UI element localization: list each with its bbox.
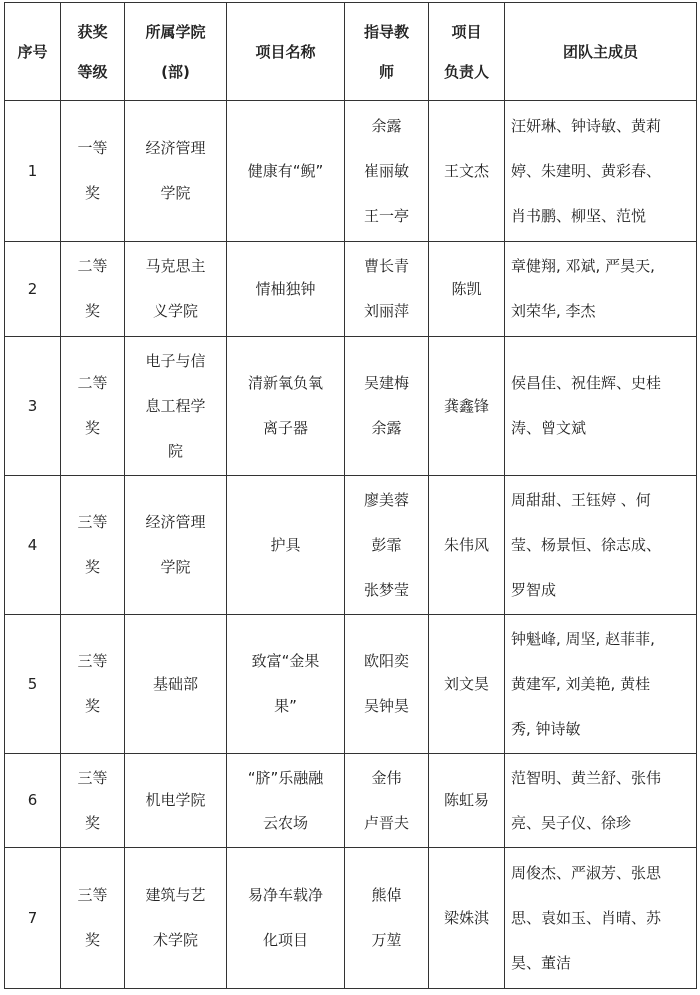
row-members: 周俊杰、严淑芳、张思 思、袁如玉、肖晴、苏 昊、董洁	[505, 848, 697, 989]
row-members: 范智明、黄兰舒、张伟 亮、吴子仪、徐珍	[505, 754, 697, 848]
table-row	[5, 615, 697, 754]
header-award: 获奖 等级	[61, 3, 125, 101]
row-award: 三等 奖	[61, 476, 125, 615]
row-award: 三等 奖	[61, 848, 125, 989]
table-row	[5, 337, 697, 476]
row-leader: 王文杰	[429, 101, 505, 242]
row-members: 汪妍琳、钟诗敏、黄莉 婷、朱建明、黄彩春、 肖书鹏、柳坚、范悦	[505, 101, 697, 242]
row-teachers: 曹长青 刘丽萍	[345, 242, 429, 337]
row-college: 基础部	[125, 615, 227, 754]
row-college: 建筑与艺 术学院	[125, 848, 227, 989]
row-project: “脐”乐融融 云农场	[227, 754, 345, 848]
row-teachers: 廖美蓉 彭霏 张梦莹	[345, 476, 429, 615]
row-teachers: 余露 崔丽敏 王一亭	[345, 101, 429, 242]
header-project: 项目名称	[227, 3, 345, 101]
row-award: 二等 奖	[61, 242, 125, 337]
row-index: 4	[5, 476, 61, 615]
row-project: 情柚独钟	[227, 242, 345, 337]
row-college: 经济管理 学院	[125, 101, 227, 242]
row-index: 7	[5, 848, 61, 989]
row-leader: 陈凯	[429, 242, 505, 337]
row-index: 2	[5, 242, 61, 337]
header-row	[5, 3, 697, 101]
row-college: 电子与信 息工程学 院	[125, 337, 227, 476]
row-leader: 刘文昊	[429, 615, 505, 754]
header-teacher: 指导教 师	[345, 3, 429, 101]
row-project: 护具	[227, 476, 345, 615]
row-college: 马克思主 义学院	[125, 242, 227, 337]
row-leader: 梁姝淇	[429, 848, 505, 989]
award-table	[4, 2, 697, 989]
row-award: 三等 奖	[61, 754, 125, 848]
table-row	[5, 754, 697, 848]
row-leader: 朱伟风	[429, 476, 505, 615]
row-college: 经济管理 学院	[125, 476, 227, 615]
row-project: 清新氧负氧 离子器	[227, 337, 345, 476]
row-index: 1	[5, 101, 61, 242]
table-row	[5, 476, 697, 615]
row-teachers: 吴建梅 余露	[345, 337, 429, 476]
row-project: 易净车载净 化项目	[227, 848, 345, 989]
header-leader: 项目 负责人	[429, 3, 505, 101]
row-members: 章健翔, 邓斌, 严昊天, 刘荣华, 李杰	[505, 242, 697, 337]
row-members: 侯昌佳、祝佳辉、史桂 涛、曾文斌	[505, 337, 697, 476]
row-teachers: 熊倬 万堃	[345, 848, 429, 989]
row-teachers: 金伟 卢晋夫	[345, 754, 429, 848]
header-index: 序号	[5, 3, 61, 101]
row-teachers: 欧阳奕 吴钟昊	[345, 615, 429, 754]
row-college: 机电学院	[125, 754, 227, 848]
row-members: 周甜甜、王钰婷 、何 莹、杨景恒、徐志成、 罗智成	[505, 476, 697, 615]
row-leader: 陈虹易	[429, 754, 505, 848]
table-row	[5, 848, 697, 989]
row-award: 二等 奖	[61, 337, 125, 476]
row-index: 6	[5, 754, 61, 848]
table-row	[5, 242, 697, 337]
row-leader: 龚鑫锋	[429, 337, 505, 476]
row-award: 三等 奖	[61, 615, 125, 754]
row-index: 3	[5, 337, 61, 476]
row-index: 5	[5, 615, 61, 754]
header-college: 所属学院 (部)	[125, 3, 227, 101]
row-members: 钟魁峰, 周坚, 赵菲菲, 黄建军, 刘美艳, 黄桂 秀, 钟诗敏	[505, 615, 697, 754]
row-award: 一等 奖	[61, 101, 125, 242]
table-row	[5, 101, 697, 242]
row-project: 致富“金果 果”	[227, 615, 345, 754]
row-project: 健康有“鲵”	[227, 101, 345, 242]
header-members: 团队主成员	[505, 3, 697, 101]
